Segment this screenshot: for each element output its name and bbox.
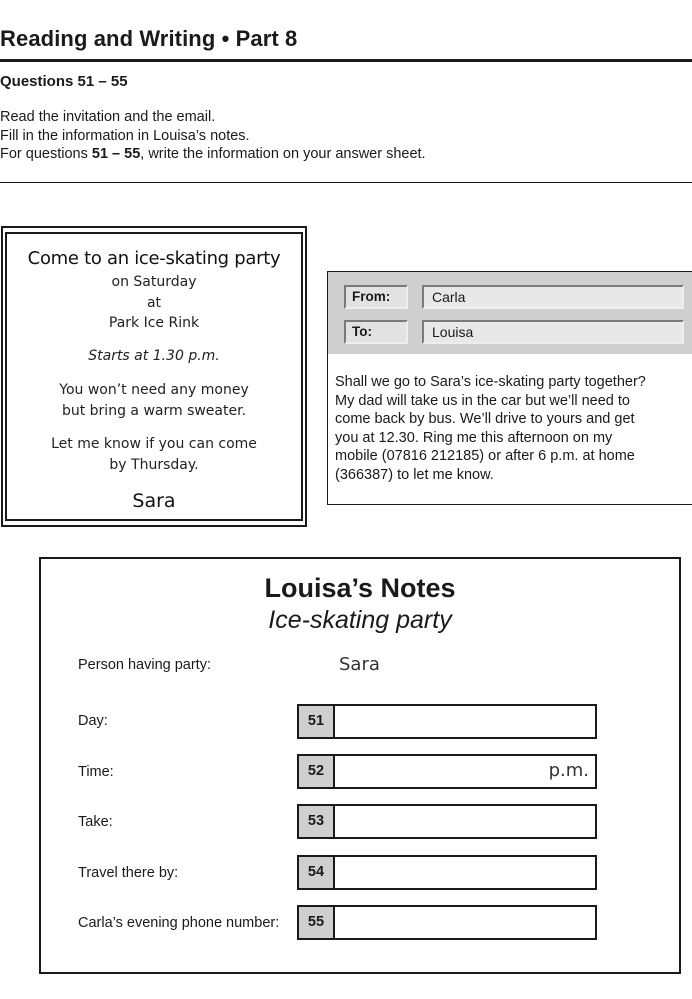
invitation-day: on Saturday xyxy=(111,274,197,290)
email-from-label: From: xyxy=(344,285,408,309)
invitation-sweater-note: but bring a warm sweater. xyxy=(61,403,247,419)
instruction-question-range: 51 – 55 xyxy=(91,146,141,162)
person-having-party-value: Sara xyxy=(339,654,380,675)
person-having-party-label: Person having party: xyxy=(78,657,211,673)
email-body-line: My dad will take us in the car but we’ll need to xyxy=(335,392,630,409)
question-number-53: 53 xyxy=(299,806,335,837)
take-label: Take: xyxy=(78,814,113,830)
answer-value-52: p.m. xyxy=(548,760,589,781)
day-label: Day: xyxy=(78,713,108,729)
instruction-line-2: Fill in the information in Louisa’s notes. xyxy=(0,128,250,144)
time-label: Time: xyxy=(78,764,114,780)
notes-title: Louisa’s Notes xyxy=(264,573,456,603)
email-body xyxy=(335,373,680,485)
invitation-start-time: Starts at 1.30 p.m. xyxy=(88,348,220,364)
question-number-52: 52 xyxy=(299,756,335,787)
instruction-line-1: Read the invitation and the email. xyxy=(0,109,216,125)
email-from-field: Carla xyxy=(422,285,684,309)
answer-box-52[interactable] xyxy=(297,754,597,789)
email-body-line: mobile (07816 212185) or after 6 p.m. at home xyxy=(335,448,635,465)
invitation-rsvp-deadline: by Thursday. xyxy=(109,457,199,473)
title-divider xyxy=(0,59,692,62)
invitation-venue: Park Ice Rink xyxy=(108,315,200,331)
question-number-51: 51 xyxy=(299,706,335,737)
email-body-line: Shall we go to Sara’s ice-skating party together? xyxy=(335,374,646,390)
question-number-55: 55 xyxy=(299,907,335,938)
email-to-label: To: xyxy=(344,320,408,344)
email-body-line: you at 12.30. Ring me this afternoon on my xyxy=(335,429,613,446)
invitation-at: at xyxy=(146,295,162,311)
invitation-signature: Sara xyxy=(132,490,176,512)
answer-box-54[interactable] xyxy=(297,855,597,890)
questions-heading: Questions 51 – 55 xyxy=(0,73,128,90)
email-to-field: Louisa xyxy=(422,320,684,344)
travel-label: Travel there by: xyxy=(78,865,179,881)
notes-subtitle: Ice-skating party xyxy=(268,606,452,634)
question-number-54: 54 xyxy=(299,857,335,888)
instruction-line-3-suffix: , write the information on your answer sheet. xyxy=(140,146,426,162)
answer-box-55[interactable] xyxy=(297,905,597,940)
answer-box-51[interactable] xyxy=(297,704,597,739)
invitation-rsvp: Let me know if you can come xyxy=(51,436,257,452)
evening-phone-label: Carla’s evening phone number: xyxy=(78,915,280,931)
email-body-line: come back by bus. We’ll drive to yours and get xyxy=(335,411,635,428)
section-divider xyxy=(0,182,692,183)
invitation-heading: Come to an ice-skating party xyxy=(27,248,281,269)
email-body-line: (366387) to let me know. xyxy=(335,466,494,483)
answer-box-53[interactable] xyxy=(297,804,597,839)
invitation-money-note: You won’t need any money xyxy=(59,382,249,398)
instruction-line-3 xyxy=(0,146,426,162)
page-title: Reading and Writing • Part 8 xyxy=(0,26,298,51)
instruction-line-3-prefix: For questions xyxy=(0,146,92,162)
